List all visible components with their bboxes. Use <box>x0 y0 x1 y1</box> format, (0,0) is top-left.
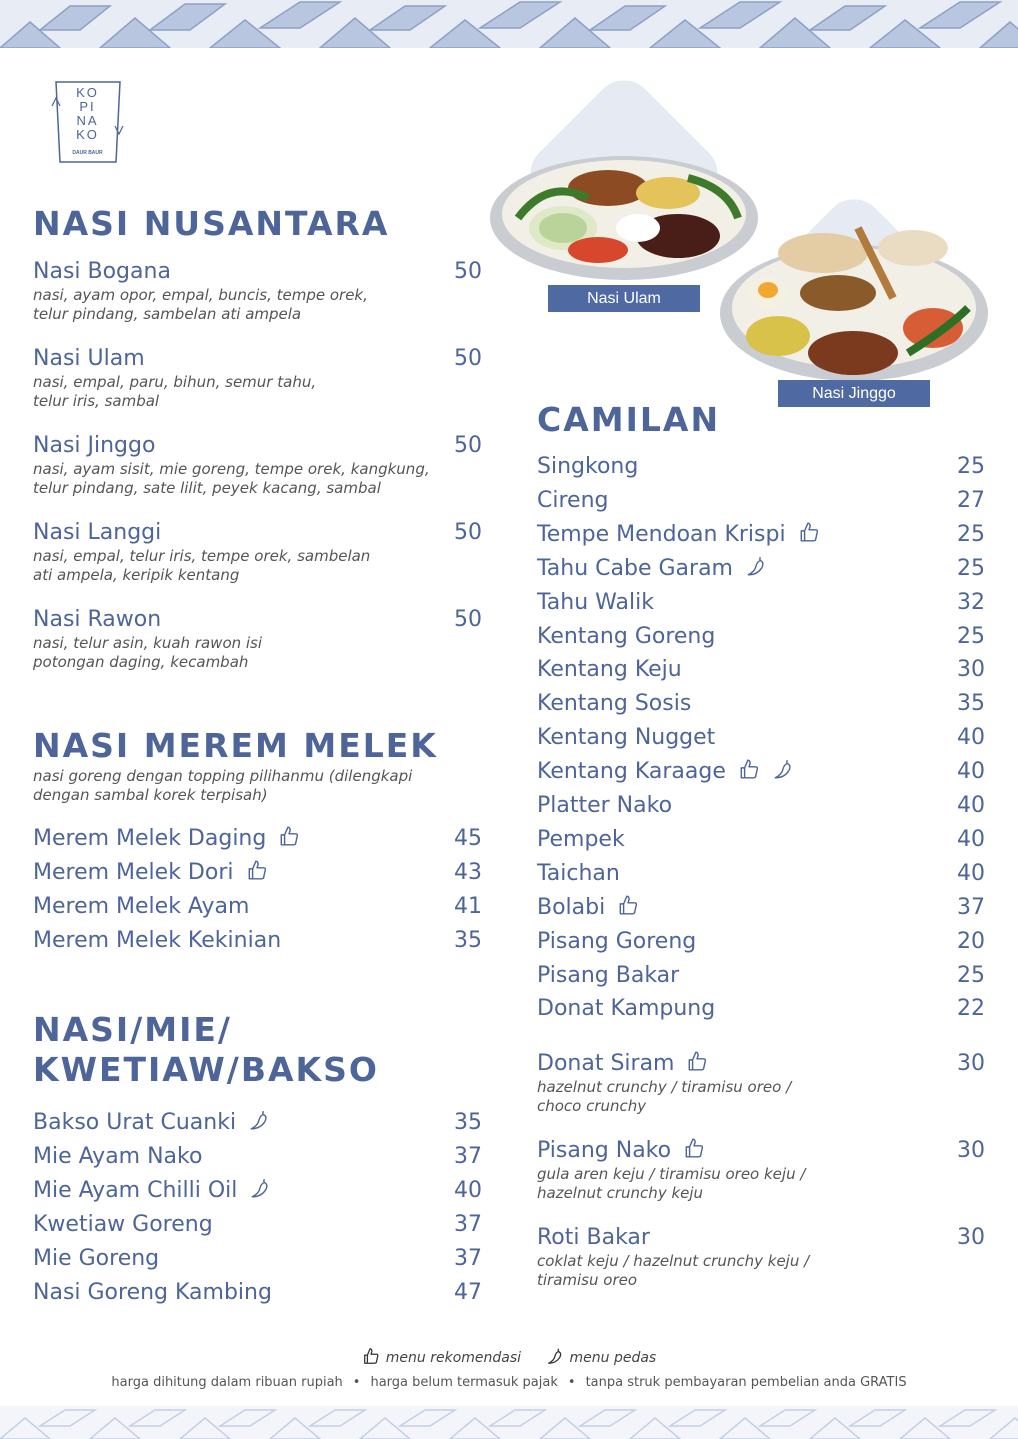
menu-item-name-text: Roti Bakar <box>537 1225 650 1250</box>
menu-item-description: coklat keju / hazelnut crunchy keju / <box>537 1252 810 1270</box>
menu-item-price: 50 <box>454 259 482 284</box>
menu-item-price: 41 <box>454 894 482 919</box>
menu-item-name-text: Mie Ayam Chilli Oil <box>33 1178 238 1203</box>
menu-item-name <box>537 928 985 956</box>
merem-melek-desc-line1: nasi goreng dengan topping pilihanmu (dilengkapi <box>33 767 413 785</box>
menu-item-merem-melek-daging <box>33 825 482 853</box>
thumb-up-icon <box>617 894 639 916</box>
menu-item-name-text: Donat Kampung <box>537 996 716 1022</box>
menu-item-name-text: Kentang Nugget <box>537 725 716 751</box>
menu-item-description: nasi, empal, telur iris, tempe orek, sambelan <box>33 547 371 565</box>
menu-item-name-text: Kentang Karaage <box>537 759 726 785</box>
photo-nasi-jinggo <box>718 178 990 448</box>
thumb-up-icon <box>246 859 268 881</box>
menu-item-price: 37 <box>957 894 985 920</box>
menu-item-price: 40 <box>957 725 985 751</box>
menu-item-name <box>537 962 985 990</box>
menu-item-name-text: Pisang Nako <box>537 1138 672 1163</box>
menu-item-description: telur pindang, sambelan ati ampela <box>33 305 302 323</box>
menu-item-cireng <box>537 487 985 515</box>
menu-item-description: tiramisu oreo <box>537 1271 638 1289</box>
chili-icon <box>745 555 767 577</box>
menu-item-name <box>537 555 985 583</box>
menu-item-pisang-nako <box>537 1137 985 1203</box>
menu-item-price: 25 <box>957 454 985 479</box>
menu-item-name-text: Bolabi <box>537 894 606 920</box>
thumb-up-icon <box>362 1347 380 1369</box>
section-title-nasi-nusantara: NASI NUSANTARA <box>33 204 390 243</box>
menu-item-pisang-bakar <box>537 962 985 990</box>
menu-item-name-text: Singkong <box>537 454 639 479</box>
menu-item-name-text: Nasi Rawon <box>33 607 162 632</box>
menu-item-price: 30 <box>957 1225 985 1250</box>
menu-item-nasi-jinggo <box>33 432 482 498</box>
menu-item-name-text: Kentang Goreng <box>537 623 716 649</box>
menu-item-donat-siram <box>537 1050 985 1116</box>
chili-icon <box>249 1177 271 1199</box>
menu-item-price: 25 <box>957 962 985 988</box>
nasi-jinggo-plate-image <box>718 178 990 448</box>
menu-item-nasi-rawon <box>33 606 482 672</box>
menu-item-description: telur pindang, sate lilit, peyek kacang, sambal <box>33 479 381 497</box>
menu-item-name-text: Merem Melek Kekinian <box>33 928 282 953</box>
menu-item-name <box>33 1245 482 1273</box>
menu-item-description: nasi, ayam sisit, mie goreng, tempe orek, kangkung, <box>33 460 430 478</box>
menu-item-name <box>33 927 482 955</box>
menu-item-name-text: Kentang Sosis <box>537 691 692 717</box>
menu-item-description: hazelnut crunchy / tiramisu oreo / <box>537 1078 792 1096</box>
menu-item-price: 45 <box>454 826 482 851</box>
menu-item-description: hazelnut crunchy keju <box>537 1184 704 1202</box>
menu-item-name-text: Merem Melek Dori <box>33 860 234 885</box>
menu-item-price: 22 <box>957 996 985 1022</box>
menu-item-name-text: Donat Siram <box>537 1051 675 1076</box>
menu-item-name-text: Nasi Jinggo <box>33 433 156 458</box>
menu-item-price: 40 <box>957 793 985 818</box>
menu-item-price: 40 <box>454 1178 482 1203</box>
chili-icon <box>772 758 794 780</box>
section-title-merem-melek: NASI MEREM MELEK <box>33 726 438 765</box>
menu-item-description: gula aren keju / tiramisu oreo keju / <box>537 1165 806 1183</box>
section-title-mie-line1: NASI/MIE/ <box>33 1010 232 1049</box>
caption-nasi-ulam: Nasi Ulam <box>548 285 700 312</box>
menu-item-description: potongan daging, kecambah <box>33 653 249 671</box>
menu-item-pempek <box>537 826 985 854</box>
menu-item-price: 50 <box>454 607 482 632</box>
menu-item-price: 30 <box>957 657 985 683</box>
menu-item-roti-bakar <box>537 1224 985 1290</box>
menu-item-name-text: Merem Melek Daging <box>33 826 267 851</box>
menu-item-taichan <box>537 860 985 888</box>
menu-item-name-text: Pempek <box>537 826 625 852</box>
menu-item-pisang-goreng <box>537 928 985 956</box>
menu-item-kwetiaw-goreng <box>33 1211 482 1239</box>
house-outline-pattern <box>0 1406 1018 1439</box>
menu-item-price: 35 <box>957 691 985 717</box>
menu-item-price: 30 <box>957 1138 985 1163</box>
menu-item-description: telur iris, sambal <box>33 392 160 410</box>
menu-item-mie-ayam-nako <box>33 1143 482 1171</box>
menu-item-price: 27 <box>957 487 985 513</box>
footer-separator: • <box>567 1375 576 1390</box>
thumb-up-icon <box>683 1137 705 1159</box>
menu-item-name <box>33 893 482 921</box>
menu-item-name <box>537 860 985 888</box>
menu-item-name <box>537 589 985 617</box>
footer-note-currency: harga dihitung dalam ribuan rupiah <box>111 1375 343 1390</box>
footer-separator: • <box>352 1375 361 1390</box>
menu-item-name-text: Tahu Walik <box>537 589 654 615</box>
thumb-up-icon <box>278 825 300 847</box>
menu-item-name <box>33 825 482 853</box>
logo-text: KO PI NA KO <box>76 85 99 142</box>
footer-note-free: tanpa struk pembayaran pembelian anda GRATIS <box>585 1375 907 1390</box>
menu-item-price: 25 <box>957 521 985 547</box>
menu-item-name <box>33 1109 482 1137</box>
menu-item-nasi-goreng-kambing <box>33 1279 482 1307</box>
caption-nasi-jinggo: Nasi Jinggo <box>778 380 930 407</box>
menu-item-name <box>537 1137 985 1165</box>
menu-item-name-text: Nasi Bogana <box>33 259 171 284</box>
menu-item-name <box>537 894 985 922</box>
menu-item-kentang-karaage <box>537 758 985 786</box>
menu-item-name <box>537 656 985 684</box>
menu-item-name-text: Tempe Mendoan Krispi <box>537 521 786 547</box>
menu-item-merem-melek-kekinian <box>33 927 482 955</box>
menu-item-tempe-mendoan-krispi <box>537 521 985 549</box>
menu-item-name <box>33 345 482 373</box>
menu-item-kentang-nugget <box>537 724 985 752</box>
house-pattern <box>0 0 1018 48</box>
chili-icon <box>248 1109 270 1131</box>
menu-item-name <box>537 792 985 820</box>
menu-item-name-text: Mie Ayam Nako <box>33 1144 203 1169</box>
kopinako-logo <box>50 76 125 168</box>
menu-item-price: 50 <box>454 433 482 458</box>
menu-item-price: 43 <box>454 860 482 885</box>
legend-recommend-label: menu rekomendasi <box>385 1350 522 1366</box>
menu-item-description: nasi, ayam opor, empal, buncis, tempe orek, <box>33 286 368 304</box>
menu-item-name <box>33 1143 482 1171</box>
menu-item-tahu-walik <box>537 589 985 617</box>
legend-spicy-label: menu pedas <box>569 1350 657 1366</box>
menu-item-name <box>33 606 482 634</box>
menu-item-name <box>537 623 985 651</box>
menu-item-name <box>33 859 482 887</box>
menu-item-bakso-urat-cuanki <box>33 1109 482 1137</box>
menu-item-name-text: Nasi Ulam <box>33 346 145 371</box>
menu-item-price: 37 <box>454 1212 482 1237</box>
menu-item-description: ati ampela, keripik kentang <box>33 566 240 584</box>
menu-item-platter-nako <box>537 792 985 820</box>
menu-item-name <box>33 1211 482 1239</box>
menu-item-name <box>537 758 985 786</box>
bottom-pattern-band <box>0 1406 1018 1439</box>
menu-item-name-text: Merem Melek Ayam <box>33 894 250 919</box>
section-title-mie-line2: KWETIAW/BAKSO <box>33 1050 379 1089</box>
legend-spicy <box>546 1347 657 1369</box>
menu-item-name-text: Bakso Urat Cuanki <box>33 1110 237 1135</box>
menu-item-price: 32 <box>957 589 985 615</box>
menu-item-price: 40 <box>957 860 985 886</box>
menu-item-price: 40 <box>957 759 985 785</box>
menu-item-merem-melek-dori <box>33 859 482 887</box>
menu-item-name <box>33 1279 482 1307</box>
menu-item-merem-melek-ayam <box>33 893 482 921</box>
menu-item-price: 40 <box>957 826 985 852</box>
logo-subtext: DAUR BAUR <box>72 150 103 156</box>
thumb-up-icon <box>686 1050 708 1072</box>
menu-item-kentang-sosis <box>537 690 985 718</box>
menu-item-name <box>537 826 985 854</box>
menu-item-description: choco crunchy <box>537 1097 647 1115</box>
menu-item-kentang-goreng <box>537 623 985 651</box>
menu-item-name <box>537 1050 985 1078</box>
menu-item-name <box>537 690 985 718</box>
menu-item-name <box>537 521 985 549</box>
thumb-up-icon <box>798 521 820 543</box>
icon-legend <box>0 1347 1018 1369</box>
menu-item-name <box>33 519 482 547</box>
menu-item-name <box>537 487 985 515</box>
menu-item-name-text: Nasi Goreng Kambing <box>33 1280 272 1305</box>
legend-recommend <box>362 1347 521 1369</box>
menu-item-price: 50 <box>454 520 482 545</box>
menu-item-name <box>537 724 985 752</box>
menu-item-price: 35 <box>454 1110 482 1135</box>
menu-item-bolabi <box>537 894 985 922</box>
section-title-camilan: CAMILAN <box>537 400 721 439</box>
menu-item-name <box>33 1177 482 1205</box>
menu-item-name <box>537 453 985 481</box>
menu-item-price: 30 <box>957 1051 985 1076</box>
menu-item-nasi-ulam <box>33 345 482 411</box>
menu-item-name-text: Cireng <box>537 487 609 513</box>
menu-item-name <box>33 432 482 460</box>
menu-item-price: 35 <box>454 928 482 953</box>
thumb-up-icon <box>738 758 760 780</box>
footer-notes <box>0 1375 1018 1390</box>
top-pattern-band <box>0 0 1018 48</box>
chili-icon <box>546 1347 564 1369</box>
menu-item-name <box>33 258 482 286</box>
menu-item-price: 37 <box>454 1246 482 1271</box>
menu-item-name-text: Kentang Keju <box>537 657 682 683</box>
menu-item-name-text: Pisang Goreng <box>537 928 697 954</box>
menu-item-price: 47 <box>454 1280 482 1305</box>
menu-item-nasi-bogana <box>33 258 482 324</box>
menu-item-name-text: Pisang Bakar <box>537 962 680 988</box>
menu-item-name-text: Mie Goreng <box>33 1246 160 1271</box>
menu-item-description: nasi, empal, paru, bihun, semur tahu, <box>33 373 317 391</box>
menu-item-singkong <box>537 453 985 481</box>
menu-item-name-text: Kwetiaw Goreng <box>33 1212 213 1237</box>
menu-item-nasi-langgi <box>33 519 482 585</box>
menu-item-kentang-keju <box>537 656 985 684</box>
menu-item-price: 37 <box>454 1144 482 1169</box>
menu-item-price: 25 <box>957 623 985 649</box>
menu-item-price: 50 <box>454 346 482 371</box>
menu-item-name <box>537 1224 985 1252</box>
menu-item-mie-ayam-chilli-oil <box>33 1177 482 1205</box>
menu-item-name <box>537 995 985 1023</box>
menu-item-price: 25 <box>957 555 985 581</box>
menu-item-description: nasi, telur asin, kuah rawon isi <box>33 634 263 652</box>
menu-item-tahu-cabe-garam <box>537 555 985 583</box>
menu-item-donat-kampung <box>537 995 985 1023</box>
menu-item-price: 20 <box>957 928 985 954</box>
menu-item-name-text: Platter Nako <box>537 793 673 818</box>
merem-melek-desc-line2: dengan sambal korek terpisah) <box>33 786 268 804</box>
menu-item-name-text: Tahu Cabe Garam <box>537 555 733 581</box>
footer-note-tax: harga belum termasuk pajak <box>370 1375 558 1390</box>
menu-item-name-text: Nasi Langgi <box>33 520 162 545</box>
menu-item-name-text: Taichan <box>537 860 620 886</box>
menu-item-mie-goreng <box>33 1245 482 1273</box>
